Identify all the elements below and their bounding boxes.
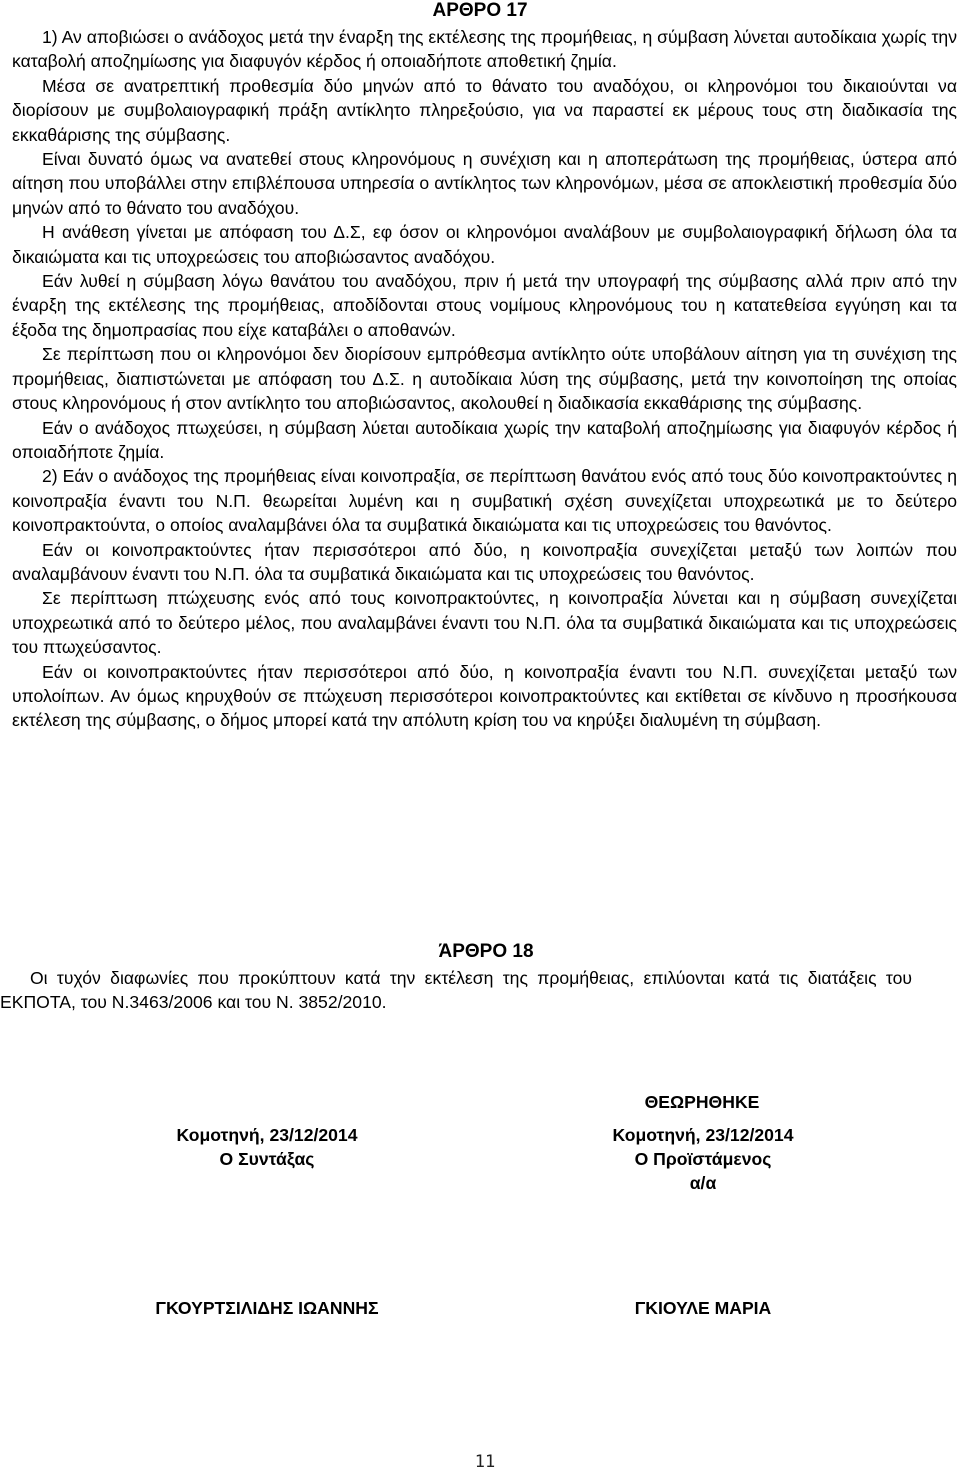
- paragraph: Είναι δυνατό όμως να ανατεθεί στους κληρονόμους η συνέχιση και η αποπεράτωση της προμήθειας, ύστερα από αίτηση που υποβάλλει στην επιβλέπουσα υπηρεσία ο αντίκλητος των κληρονόμων, μέσα σε αποκλειστική προθεσμία δύο μηνών από το θάνατο του αναδόχου.: [12, 149, 957, 218]
- paragraph: Σε περίπτωση πτώχευσης ενός από τους κοινοπρακτούντες, η κοινοπραξία λύνεται και η σύμβαση συνεχίζεται υποχρεωτικά από το δεύτερο μέλος, που αναλαμβάνει έναντι του Ν.Π. όλα τα συμβατικά δικαιώματα και τις υποχρεώσεις του πτωχεύσαντος.: [12, 588, 957, 658]
- paragraph: 2) Εάν ο ανάδοχος της προμήθειας είναι κοινοπραξία, σε περίπτωση θανάτου ενός από τους δύο κοινοπρακτούντες η κοινοπραξία έναντι του Ν.Π. θεωρείται λυμένη και η συμβατική σχέση συνεχίζεται υποχρεωτικά με το δεύτερο κοινοπρακτούντα, ο οποίος αναλαμβάνει όλα τα συμβατικά δικαιώματα και τις υποχρεώσεις του θανόντος.: [12, 466, 957, 536]
- left-signature-role: Ο Συντάξας: [219, 1149, 315, 1169]
- article-17-title: ΑΡΘΡΟ 17: [432, 0, 528, 21]
- right-signature-role: Ο Προϊστάμενος: [634, 1149, 772, 1169]
- paragraph: Οι τυχόν διαφωνίες που προκύπτουν κατά την εκτέλεση της προμήθειας, επιλύονται κατά τις διατάξεις του ΕΚΠΟΤΑ, του Ν.3463/2006 και του Ν. 3852/2010.: [0, 968, 912, 1013]
- article-17-body: [12, 25, 957, 733]
- article-18-title: ΆΡΘΡΟ 18: [438, 941, 534, 962]
- paragraph: Εάν οι κοινοπρακτούντες ήταν περισσότεροι από δύο, η κοινοπραξία συνεχίζεται μεταξύ των λοιπών που αναλαμβάνουν έναντι του Ν.Π. όλα τα συμβατικά δικαιώματα και τις υποχρεώσεις του θανόντος.: [12, 539, 957, 584]
- paragraph: 1) Αν αποβιώσει ο ανάδοχος μετά την έναρξη της εκτέλεσης της προμήθειας, η σύμβαση λύνεται αυτοδίκαια χωρίς την καταβολή αποζημίωσης για διαφυγόν κέρδος ή οποιαδήποτε αποθετική ζημία.: [12, 27, 957, 72]
- approved-label: ΘΕΩΡΗΘΗΚΕ: [644, 1092, 760, 1112]
- left-signature-name: ΓΚΟΥΡΤΣΙΛΙΔΗΣ ΙΩΑΝΝΗΣ: [155, 1298, 379, 1318]
- right-signature-name: ΓΚΙΟΥΛΕ ΜΑΡΙΑ: [634, 1298, 772, 1318]
- paragraph: Εάν οι κοινοπρακτούντες ήταν περισσότεροι από δύο, η κοινοπραξία έναντι του Ν.Π. συνεχίζεται μεταξύ των υπολοίπων. Αν όμως κηρυχθούν σε πτώχευση περισσότεροι κοινοπρακτούντες και εκτίθεται σε κίνδυνο η προσήκουσα εκτέλεση της σύμβασης, ο δήμος μπορεί κατά την απόλυτη κρίση του να κηρύξει διαλυμένη τη σύμβαση.: [12, 661, 957, 731]
- right-signature-note: α/α: [689, 1173, 717, 1193]
- left-signature-place-date: Κομοτηνή, 23/12/2014: [176, 1125, 358, 1145]
- paragraph: Η ανάθεση γίνεται με απόφαση του Δ.Σ, εφ όσον οι κληρονόμοι αναλάβουν με συμβολαιογραφική δήλωση όλα τα δικαιώματα και τις υποχρεώσεις του αποβιώσαντος αναδόχου.: [12, 222, 957, 267]
- paragraph: Εάν λυθεί η σύμβαση λόγω θανάτου του αναδόχου, πριν ή μετά την υπογραφή της σύμβασης αλλά πριν από την έναρξη της εκτέλεσης της προμήθειας, αποδίδονται στους νομίμους κληρονόμους του η κατατεθείσα εγγύηση και τα έξοδα της δημοπρασίας που είχε καταβάλει ο αποθανών.: [12, 271, 957, 340]
- article-18-body: [0, 966, 912, 1015]
- paragraph: Εάν ο ανάδοχος πτωχεύσει, η σύμβαση λύεται αυτοδίκαια χωρίς την καταβολή αποζημίωσης για διαφυγόν κέρδος ή οποιαδήποτε ζημία.: [12, 417, 957, 462]
- paragraph: Σε περίπτωση που οι κληρονόμοι δεν διορίσουν εμπρόθεσμα αντίκλητο ούτε υποβάλουν αίτηση για τη συνέχιση της προμήθειας, διαπιστώνεται με απόφαση του Δ.Σ. η αυτοδίκαια λύση της σύμβασης, μετά την κοινοποίηση της οποίας στους κληρονόμους ή στον αντίκλητο του αποβιώσαντος, ακολουθεί η διαδικασία εκκαθάρισης της σύμβασης.: [12, 344, 957, 414]
- paragraph: Μέσα σε ανατρεπτική προθεσμία δύο μηνών από το θάνατο του αναδόχου, οι κληρονόμοι του δικαιούνται να διορίσουν με συμβολαιογραφική πράξη αντίκλητο πληρεξούσιο, για να παραστεί εκ μέρους τους στη διαδικασία της εκκαθάρισης της σύμβασης.: [12, 75, 957, 145]
- page-number: 11: [474, 1452, 496, 1472]
- right-signature-place-date: Κομοτηνή, 23/12/2014: [612, 1125, 794, 1145]
